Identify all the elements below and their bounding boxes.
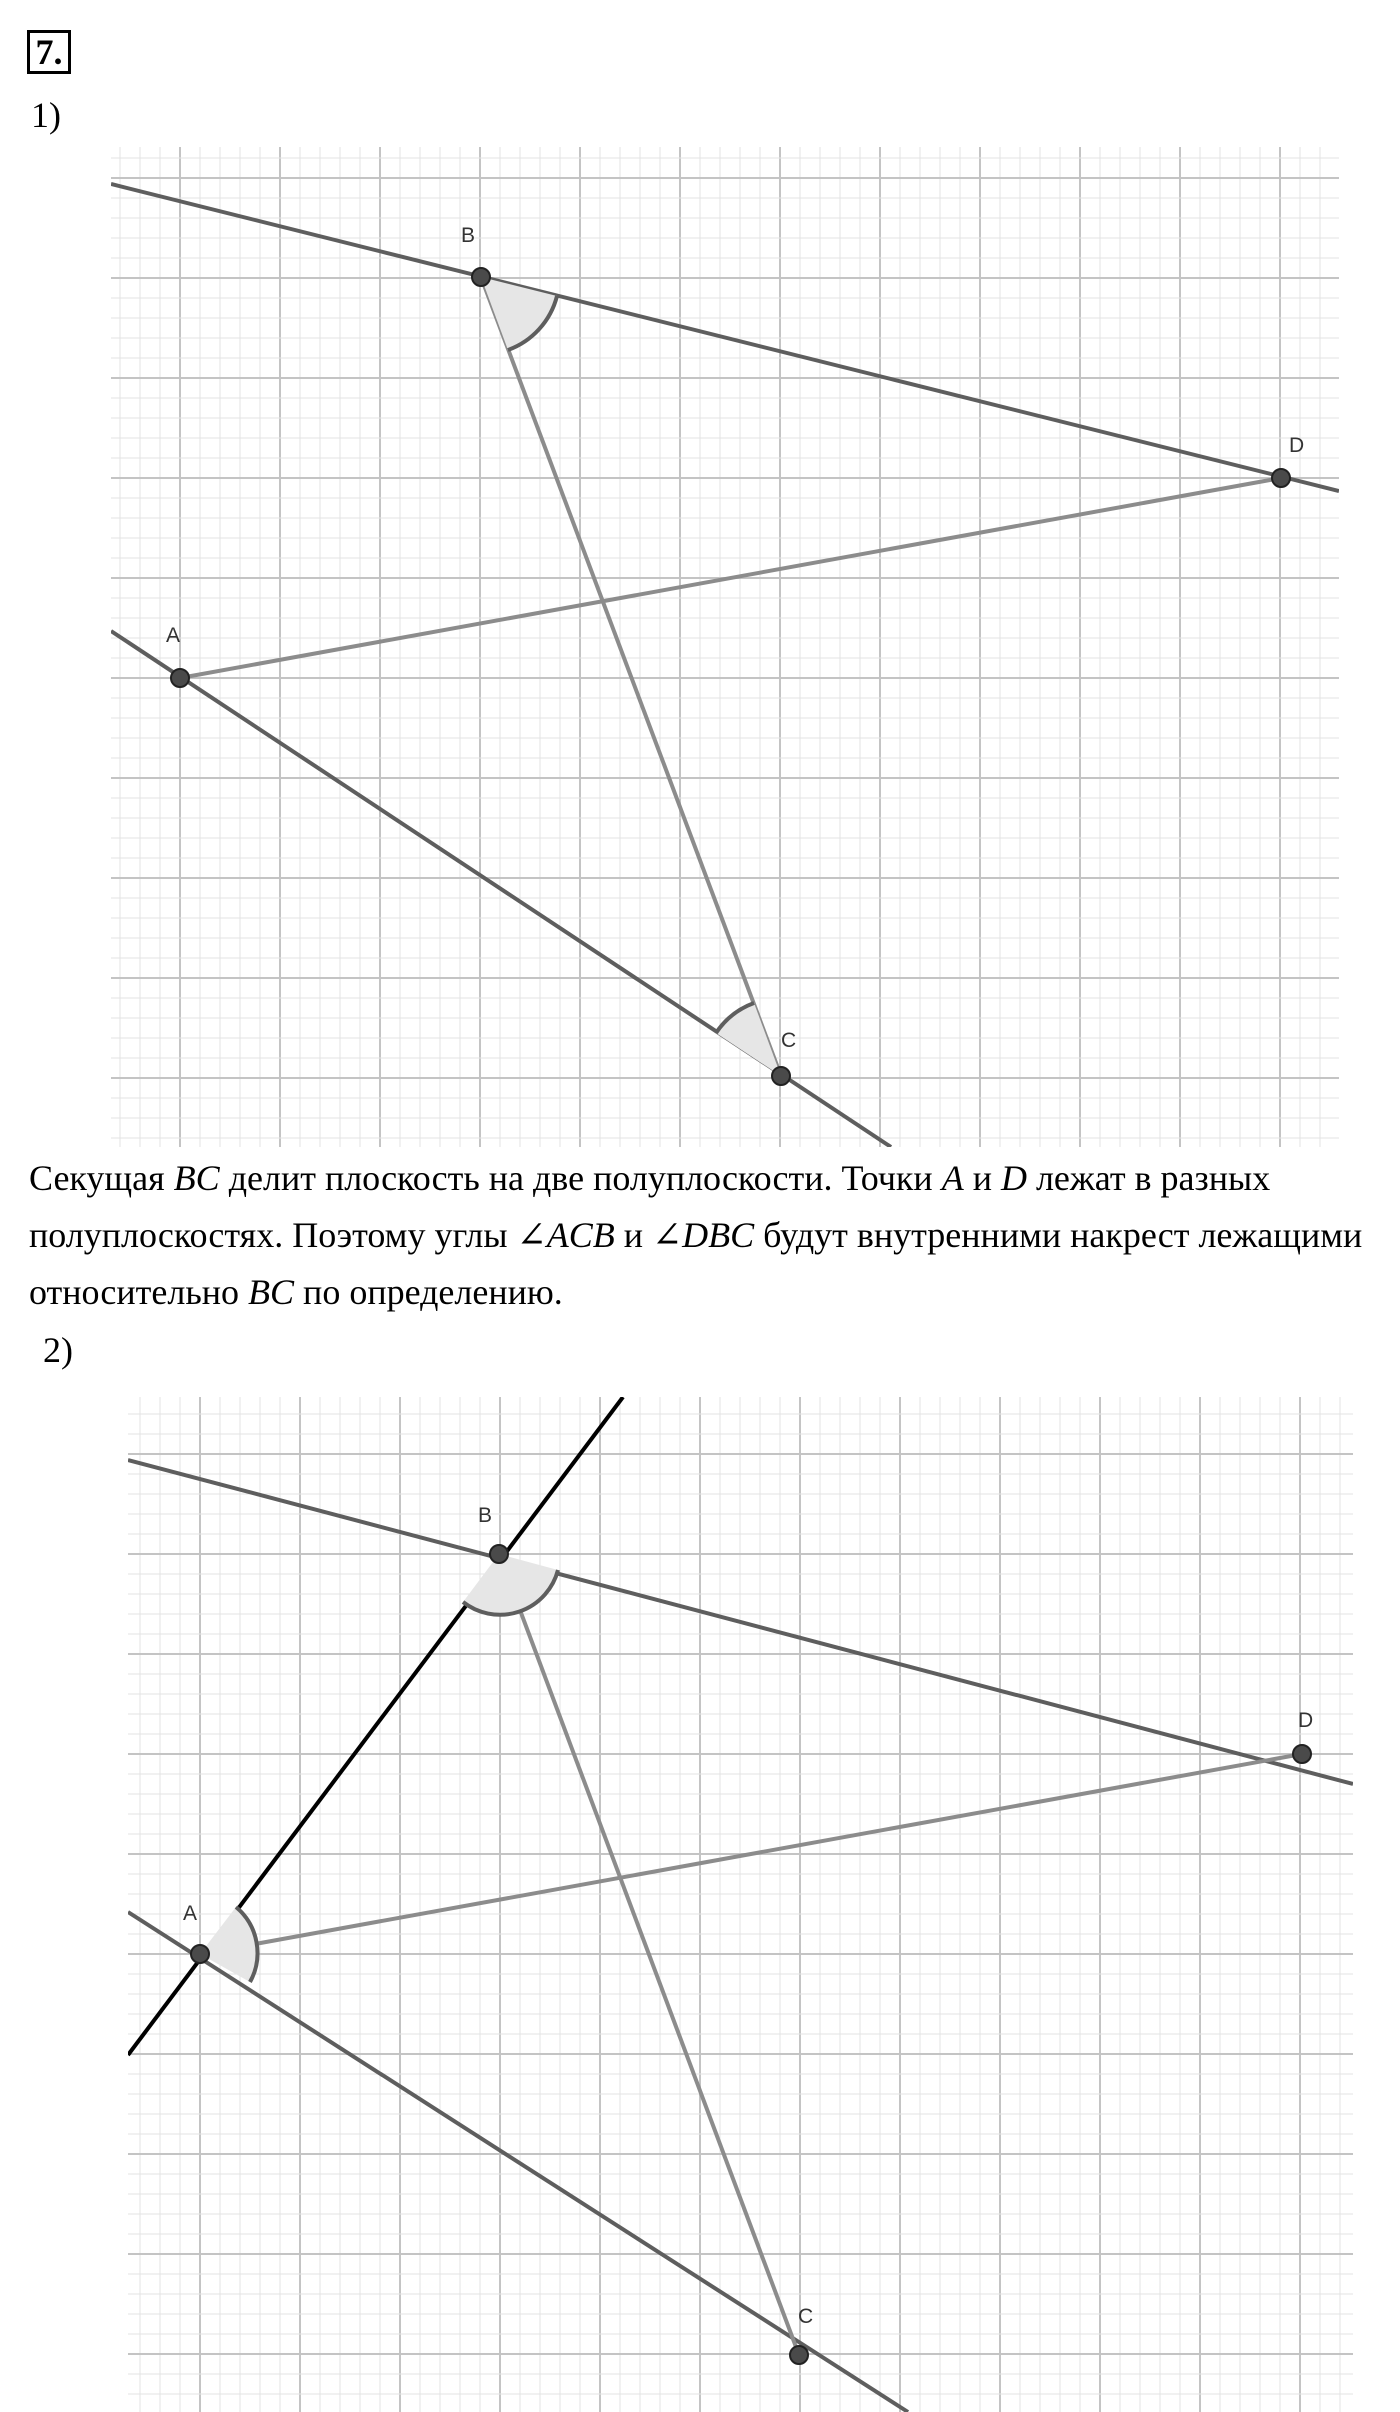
point-b-label: B <box>461 224 476 247</box>
math-angle-dbc: ∠DBC <box>651 1215 755 1255</box>
geometry-figure-2 <box>128 1397 1353 2412</box>
math-bc: BC <box>173 1158 220 1198</box>
explanation-part: и <box>963 1158 1001 1198</box>
point-d-label: D <box>1289 434 1305 457</box>
part-2-label: 2) <box>43 1330 73 1370</box>
explanation-part: Секущая <box>29 1158 174 1198</box>
explanation-part: по определению. <box>294 1272 563 1312</box>
math-angle-acb: ∠ACB <box>516 1215 615 1255</box>
angle-b-arc <box>463 1554 558 1615</box>
point-c-label: C <box>798 2305 814 2328</box>
math-d: D <box>1000 1158 1027 1198</box>
point-d <box>1272 469 1290 487</box>
point-a <box>171 669 189 687</box>
point-a <box>191 1945 209 1963</box>
task-number: 7. <box>27 30 71 74</box>
point-a-label: A <box>183 1902 198 1925</box>
explanation-part: лежат в разных полуплоскостях. Поэтому углы <box>29 1158 1271 1255</box>
point-b-label: B <box>478 1504 493 1527</box>
explanation-text <box>29 1150 1379 1321</box>
point-c <box>790 2346 808 2364</box>
segment-bc <box>481 277 781 1076</box>
explanation-part: будут внутренними накрест лежащими относительно <box>29 1215 1363 1312</box>
point-a-label: A <box>166 624 181 647</box>
part-1-label: 1) <box>31 95 61 135</box>
point-c-label: C <box>781 1029 797 1052</box>
point-d-label: D <box>1298 1709 1314 1732</box>
math-a: A <box>941 1158 964 1198</box>
point-b <box>490 1545 508 1563</box>
math-bc: BC <box>248 1272 295 1312</box>
point-c <box>772 1067 790 1085</box>
grid-1 <box>111 147 1339 1147</box>
explanation-part: и <box>614 1215 652 1255</box>
angle-dbc-arc <box>481 277 557 350</box>
point-b <box>472 268 490 286</box>
geometry-figure-1 <box>111 147 1339 1147</box>
point-d <box>1293 1745 1311 1763</box>
explanation-part: делит плоскость на две полуплоскости. Точки <box>219 1158 942 1198</box>
grid-2 <box>128 1397 1353 2412</box>
